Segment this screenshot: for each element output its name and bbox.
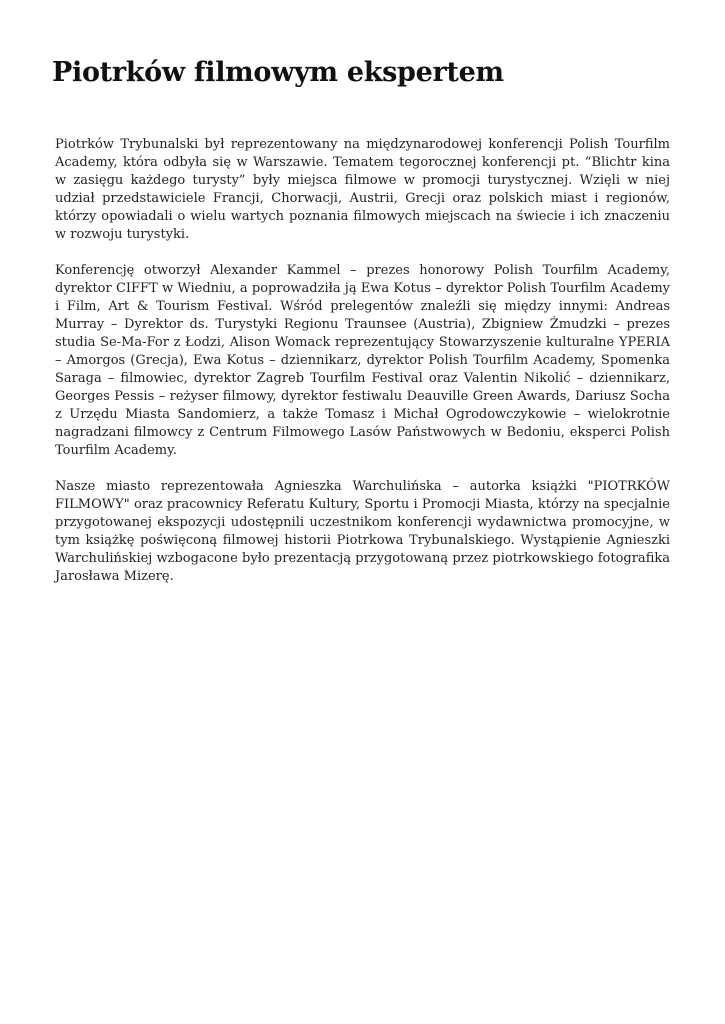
page-title: Piotrków filmowym ekspertem [52, 57, 504, 88]
article-paragraph-3: Nasze miasto reprezentowała Agnieszka Warchulińska – autorka książki "PIOTRKÓW FILMOWY" oraz pracownicy Referatu Kultury, Sportu i Promocji Miasta, którzy na specjalnie przygotowanej ekspozycji udostępnili uczestnikom konferencji wydawnictwa promocyjne, w tym książkę poświęconą filmowej historii Piotrkowa Trybunalskiego. Wystąpienie Agnieszki Warchulińskiej wzbogacone było prezentacją przygotowaną przez piotrkowskiego fotografika Jarosława Mizerę. [55, 479, 670, 584]
article-body [55, 136, 670, 604]
article-paragraph-2: Konferencję otworzył Alexander Kammel – prezes honorowy Polish Tourfilm Academy, dyrektor CIFFT w Wiedniu, a poprowadziła ją Ewa Kotus – dyrektor Polish Tourfilm Academy i Film, Art & Tourism Festival. Wśród prelegentów znaleźli się między innymi: Andreas Murray – Dyrektor ds. Turystyki Regionu Traunsee (Austria), Zbigniew Żmudzki – prezes studia Se-Ma-For z Łodzi, Alison Womack reprezentujący Stowarzyszenie kulturalne YPERIA – Amorgos (Grecja), Ewa Kotus – dziennikarz, dyrektor Polish Tourfilm Academy, Spomenka Saraga – filmowiec, dyrektor Zagreb Tourfilm Festival oraz Valentin Nikolić – dziennikarz, Georges Pessis – reżyser filmowy, dyrektor festiwalu Deauville Green Awards, Dariusz Socha z Urzędu Miasta Sandomierz, a także Tomasz i Michał Ogrodowczykowie – wielokrotnie nagradzani filmowcy z Centrum Filmowego Lasów Państwowych w Bedoniu, eksperci Polish Tourfilm Academy. [55, 263, 670, 458]
article-paragraph-1: Piotrków Trybunalski był reprezentowany na międzynarodowej konferencji Polish Tourfilm Academy, która odbyła się w Warszawie. Tematem tegorocznej konferencji pt. “Blichtr kina w zasięgu każdego turysty” były miejsca filmowe w promocji turystycznej. Wzięli w niej udział przedstawiciele Francji, Chorwacji, Austrii, Grecji oraz polskich miast i regionów, którzy opowiadali o wielu wartych poznania filmowych miejscach na świecie i ich znaczeniu w rozwoju turystyki. [55, 137, 670, 242]
